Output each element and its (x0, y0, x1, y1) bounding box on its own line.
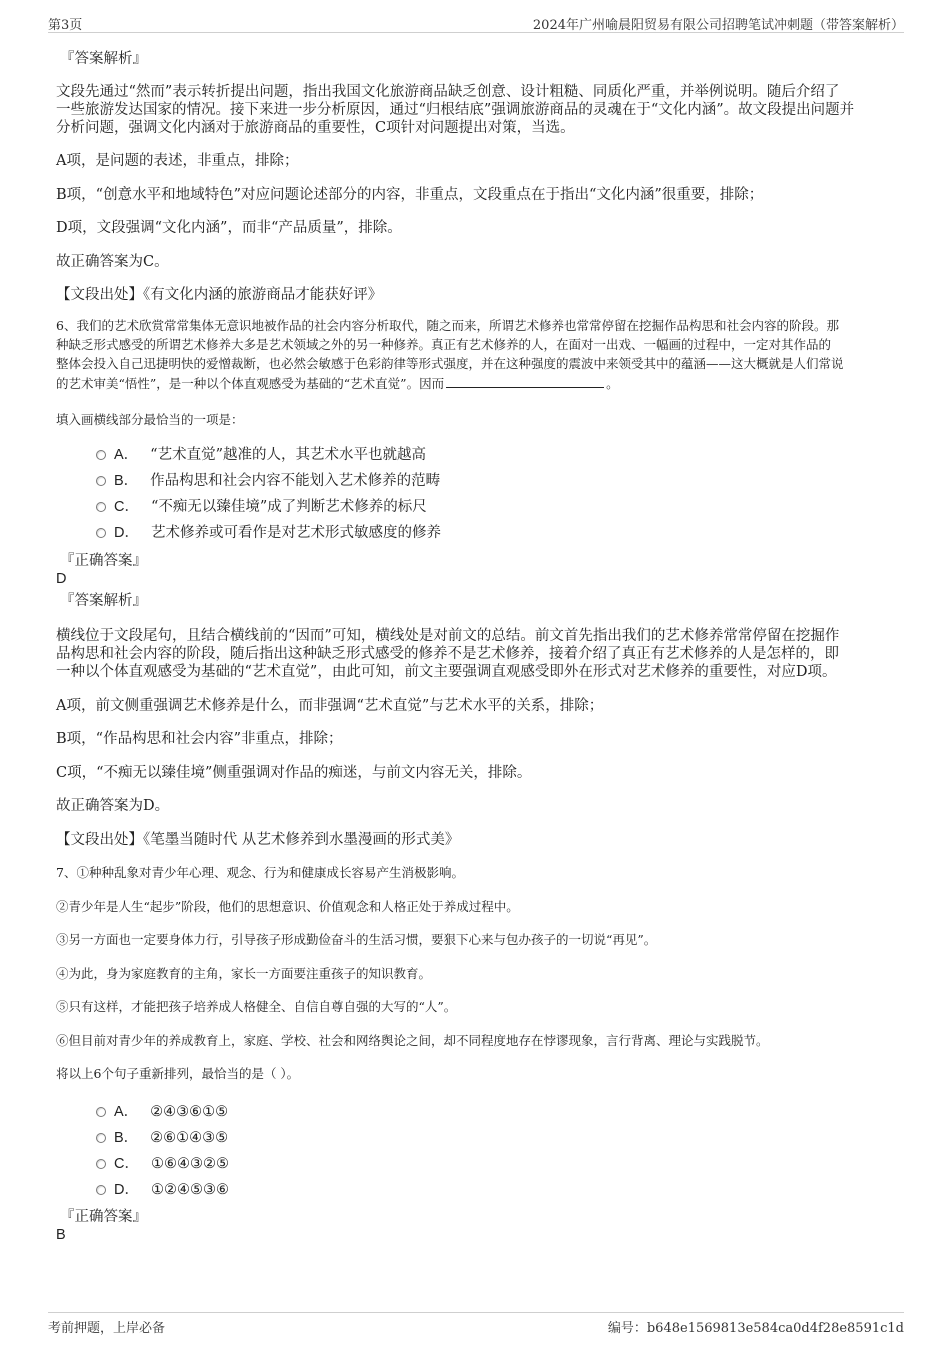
q6-option-d[interactable]: D． 艺术修养或可看作是对艺术形式敏感度的修养 (96, 524, 441, 542)
q7-answer: B (56, 1227, 66, 1243)
q6-stem-line: 种缺乏形式感受的所谓艺术修养大多是艺术领域之外的另一种修养。真正有艺术修养的人，在面对一出戏、一幅画的过程中，一定对其作品的 (56, 337, 832, 352)
q5-note-d: D项，文段强调“文化内涵”，而非“产品质量”，排除。 (56, 220, 402, 236)
q6-note-c: C项，“不痴无以臻佳境”侧重强调对作品的痴迷，与前文内容无关，排除。 (56, 765, 532, 781)
q6-source: 【文段出处】《笔墨当随时代 从艺术修养到水墨漫画的形式美》 (56, 832, 460, 848)
q6-analysis-line: 一种以个体直观感受为基础的“艺术直觉”，由此可知，前文主要强调直观感受即外在形式对艺术修养的重要性，对应D项。 (56, 664, 837, 680)
q7-option-a[interactable]: A． ②④③⑥①⑤ (96, 1103, 228, 1121)
q6-analysis-line: 品构思和社会内容的阶段，随后指出这种缺乏形式感受的修养不是艺术修养，接着介绍了真正有艺术修养的人是怎样的，即 (56, 646, 839, 662)
q6-prompt: 填入画横线部分最恰当的一项是： (56, 412, 244, 427)
q6-analysis-line: 横线位于文段尾句，且结合横线前的“因而”可知，横线处是对前文的总结。前文首先指出我们的艺术修养常常停留在挖掘作 (56, 628, 840, 644)
radio-icon[interactable] (96, 1107, 106, 1117)
q6-stem-end: 。 (606, 376, 619, 391)
radio-icon[interactable] (96, 1159, 106, 1169)
q7-sentence: ⑤只有这样，才能把孩子培养成人格健全、自信自尊自强的大写的“人”。 (56, 999, 457, 1014)
q5-analysis-heading: 『答案解析』 (60, 51, 147, 67)
q6-note-b: B项，“作品构思和社会内容”非重点，排除； (56, 731, 343, 747)
q6-option-c[interactable]: C． “不痴无以臻佳境”成了判断艺术修养的标尺 (96, 498, 427, 516)
radio-icon[interactable] (96, 476, 106, 486)
page-number: 第3页 (48, 18, 83, 33)
q5-analysis-line: 分析问题，强调文化内涵对于旅游商品的重要性，C项针对问题提出对策，当选。 (56, 120, 575, 136)
q5-analysis-line: 一些旅游发达国家的情况。接下来进一步分析原因，通过“归根结底”强调旅游商品的灵魂在于“文化内涵”。故文段提出问题并 (56, 102, 855, 118)
q6-analysis-heading: 『答案解析』 (60, 593, 147, 609)
q5-source: 【文段出处】《有文化内涵的旅游商品才能获好评》 (56, 287, 383, 303)
q6-stem-line: 6、我们的艺术欣赏常常集体无意识地被作品的社会内容分析取代，随之而来，所谓艺术修养也常常停留在挖掘作品构思和社会内容的阶段。那 (56, 318, 839, 333)
q6-answer-heading: 『正确答案』 (60, 553, 147, 569)
radio-icon[interactable] (96, 528, 106, 538)
q5-note-a: A项，是问题的表述，非重点，排除； (56, 153, 299, 169)
q6-conclusion: 故正确答案为D。 (56, 798, 170, 814)
q6-stem-line-last (56, 373, 896, 395)
q6-note-a: A项，前文侧重强调艺术修养是什么，而非强调“艺术直觉”与艺术水平的关系，排除； (56, 698, 604, 714)
q7-option-d[interactable]: D． ①②④⑤③⑥ (96, 1181, 229, 1199)
q7-prompt: 将以上6个句子重新排列，最恰当的是（ ）。 (56, 1066, 300, 1081)
page-footer (48, 1312, 904, 1335)
q7-option-c[interactable]: C． ①⑥④③②⑤ (96, 1155, 229, 1173)
q6-option-a[interactable]: A． “艺术直觉”越准的人，其艺术水平也就越高 (96, 446, 426, 464)
document-title: 2024年广州喻晨阳贸易有限公司招聘笔试冲刺题（带答案解析） (532, 18, 904, 33)
q6-option-b[interactable]: B． 作品构思和社会内容不能划入艺术修养的范畴 (96, 472, 440, 490)
q7-answer-heading: 『正确答案』 (60, 1209, 147, 1225)
q6-stem-line: 整体会投入自己迅捷明快的爱憎裁断，也必然会敏感于色彩韵律等形式强度，并在这种强度的震波中来领受其中的蕴涵——这大概就是人们常说 (56, 356, 844, 371)
fill-blank-line (446, 375, 604, 388)
radio-icon[interactable] (96, 502, 106, 512)
radio-icon[interactable] (96, 1185, 106, 1195)
footer-slogan: 考前押题，上岸必备 (48, 1321, 166, 1336)
q6-answer: D (56, 571, 67, 587)
radio-icon[interactable] (96, 450, 106, 460)
q7-sentence: ③另一方面也一定要身体力行，引导孩子形成勤俭奋斗的生活习惯，要狠下心来与包办孩子的一切说“再见”。 (56, 932, 657, 947)
page-header (48, 12, 904, 33)
radio-icon[interactable] (96, 1133, 106, 1143)
q6-stem-text: 的艺术审美“悟性”，是一种以个体直观感受为基础的“艺术直觉”。因而 (56, 376, 445, 391)
q7-option-b[interactable]: B． ②⑥①④③⑤ (96, 1129, 228, 1147)
q5-conclusion: 故正确答案为C。 (56, 254, 169, 270)
footer-serial: 编号：b648e1569813e584ca0d4f28e8591c1d (607, 1321, 904, 1336)
q7-sentence: ⑥但目前对青少年的养成教育上，家庭、学校、社会和网络舆论之间，却不同程度地存在悖谬现象，言行背离、理论与实践脱节。 (56, 1033, 769, 1048)
q7-sentence: 7、①种种乱象对青少年心理、观念、行为和健康成长容易产生消极影响。 (56, 865, 464, 880)
q5-analysis-line: 文段先通过“然而”表示转折提出问题，指出我国文化旅游商品缺乏创意、设计粗糙、同质化严重，并举例说明。随后介绍了 (56, 84, 840, 100)
q7-sentence: ④为此，身为家庭教育的主角，家长一方面要注重孩子的知识教育。 (56, 966, 432, 981)
q7-sentence: ②青少年是人生“起步”阶段，他们的思想意识、价值观念和人格正处于养成过程中。 (56, 899, 519, 914)
q5-note-b: B项，“创意水平和地域特色”对应问题论述部分的内容，非重点，文段重点在于指出“文化内涵”很重要，排除； (56, 187, 764, 203)
